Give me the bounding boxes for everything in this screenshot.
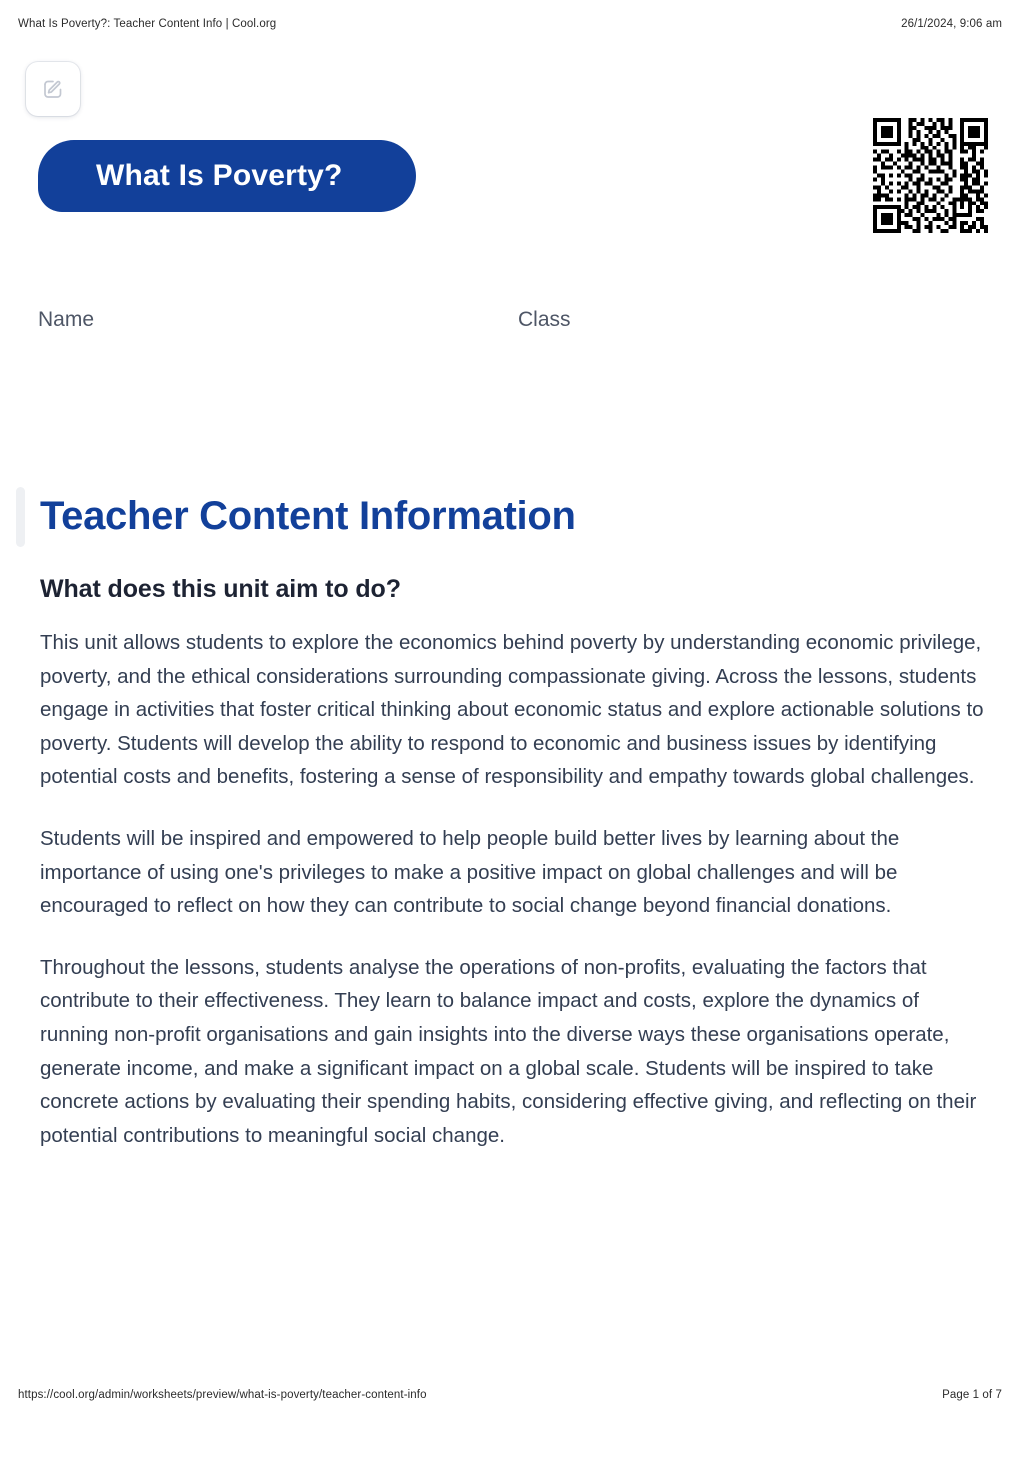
teacher-content-body [40,575,990,1152]
print-footer [0,1389,1020,1401]
body-paragraph: This unit allows students to explore the economics behind poverty by understanding economic privilege, poverty, and the ethical considerations surrounding compassionate giving. Across the lessons, students engage in activities that foster critical thinking about economic status and explore actionable solutions to poverty. Students will develop the ability to respond to economic and business issues by identifying potential costs and benefits, fostering a sense of responsibility and empathy towards global challenges. [40,631,984,789]
print-header-timestamp: 26/1/2024, 9:06 am [901,18,1002,30]
sub-heading: What does this unit aim to do? [40,575,401,603]
print-footer-page-number: Page 1 of 7 [942,1389,1002,1401]
section-heading-wrap [16,487,976,547]
body-paragraph: Throughout the lessons, students analyse the operations of non-profits, evaluating the factors that contribute to their effectiveness. They learn to balance impact and costs, explore the dynamics of running non-profit organisations and gain insights into the diverse ways these organisations operate, generate income, and make a significant impact on a global scale. Students will be inspired to take concrete actions by evaluating their spending habits, considering effective giving, and reflecting on their potential contributions to meaningful social change. [40,955,977,1147]
edit-button[interactable] [26,62,80,116]
body-paragraph: Students will be inspired and empowered to help people build better lives by learning about the importance of using one's privileges to make a positive impact on global challenges and will be encouraged to reflect on how they can contribute to social change beyond financial donations. [40,826,900,918]
section-heading: Teacher Content Information [40,494,576,538]
edit-pencil-square-icon [41,77,65,101]
heading-accent-bar [16,487,25,547]
qr-code-icon [873,118,988,233]
page-title: What Is Poverty? [96,159,343,192]
print-header [0,18,1020,30]
worksheet-title-pill [38,140,416,212]
name-field-label: Name [38,308,95,331]
print-footer-url: https://cool.org/admin/worksheets/preview/what-is-poverty/teacher-content-info [18,1389,427,1401]
print-header-title: What Is Poverty?: Teacher Content Info | Cool.org [18,18,277,30]
class-field-label: Class [518,308,571,331]
student-fields-row [38,308,958,332]
